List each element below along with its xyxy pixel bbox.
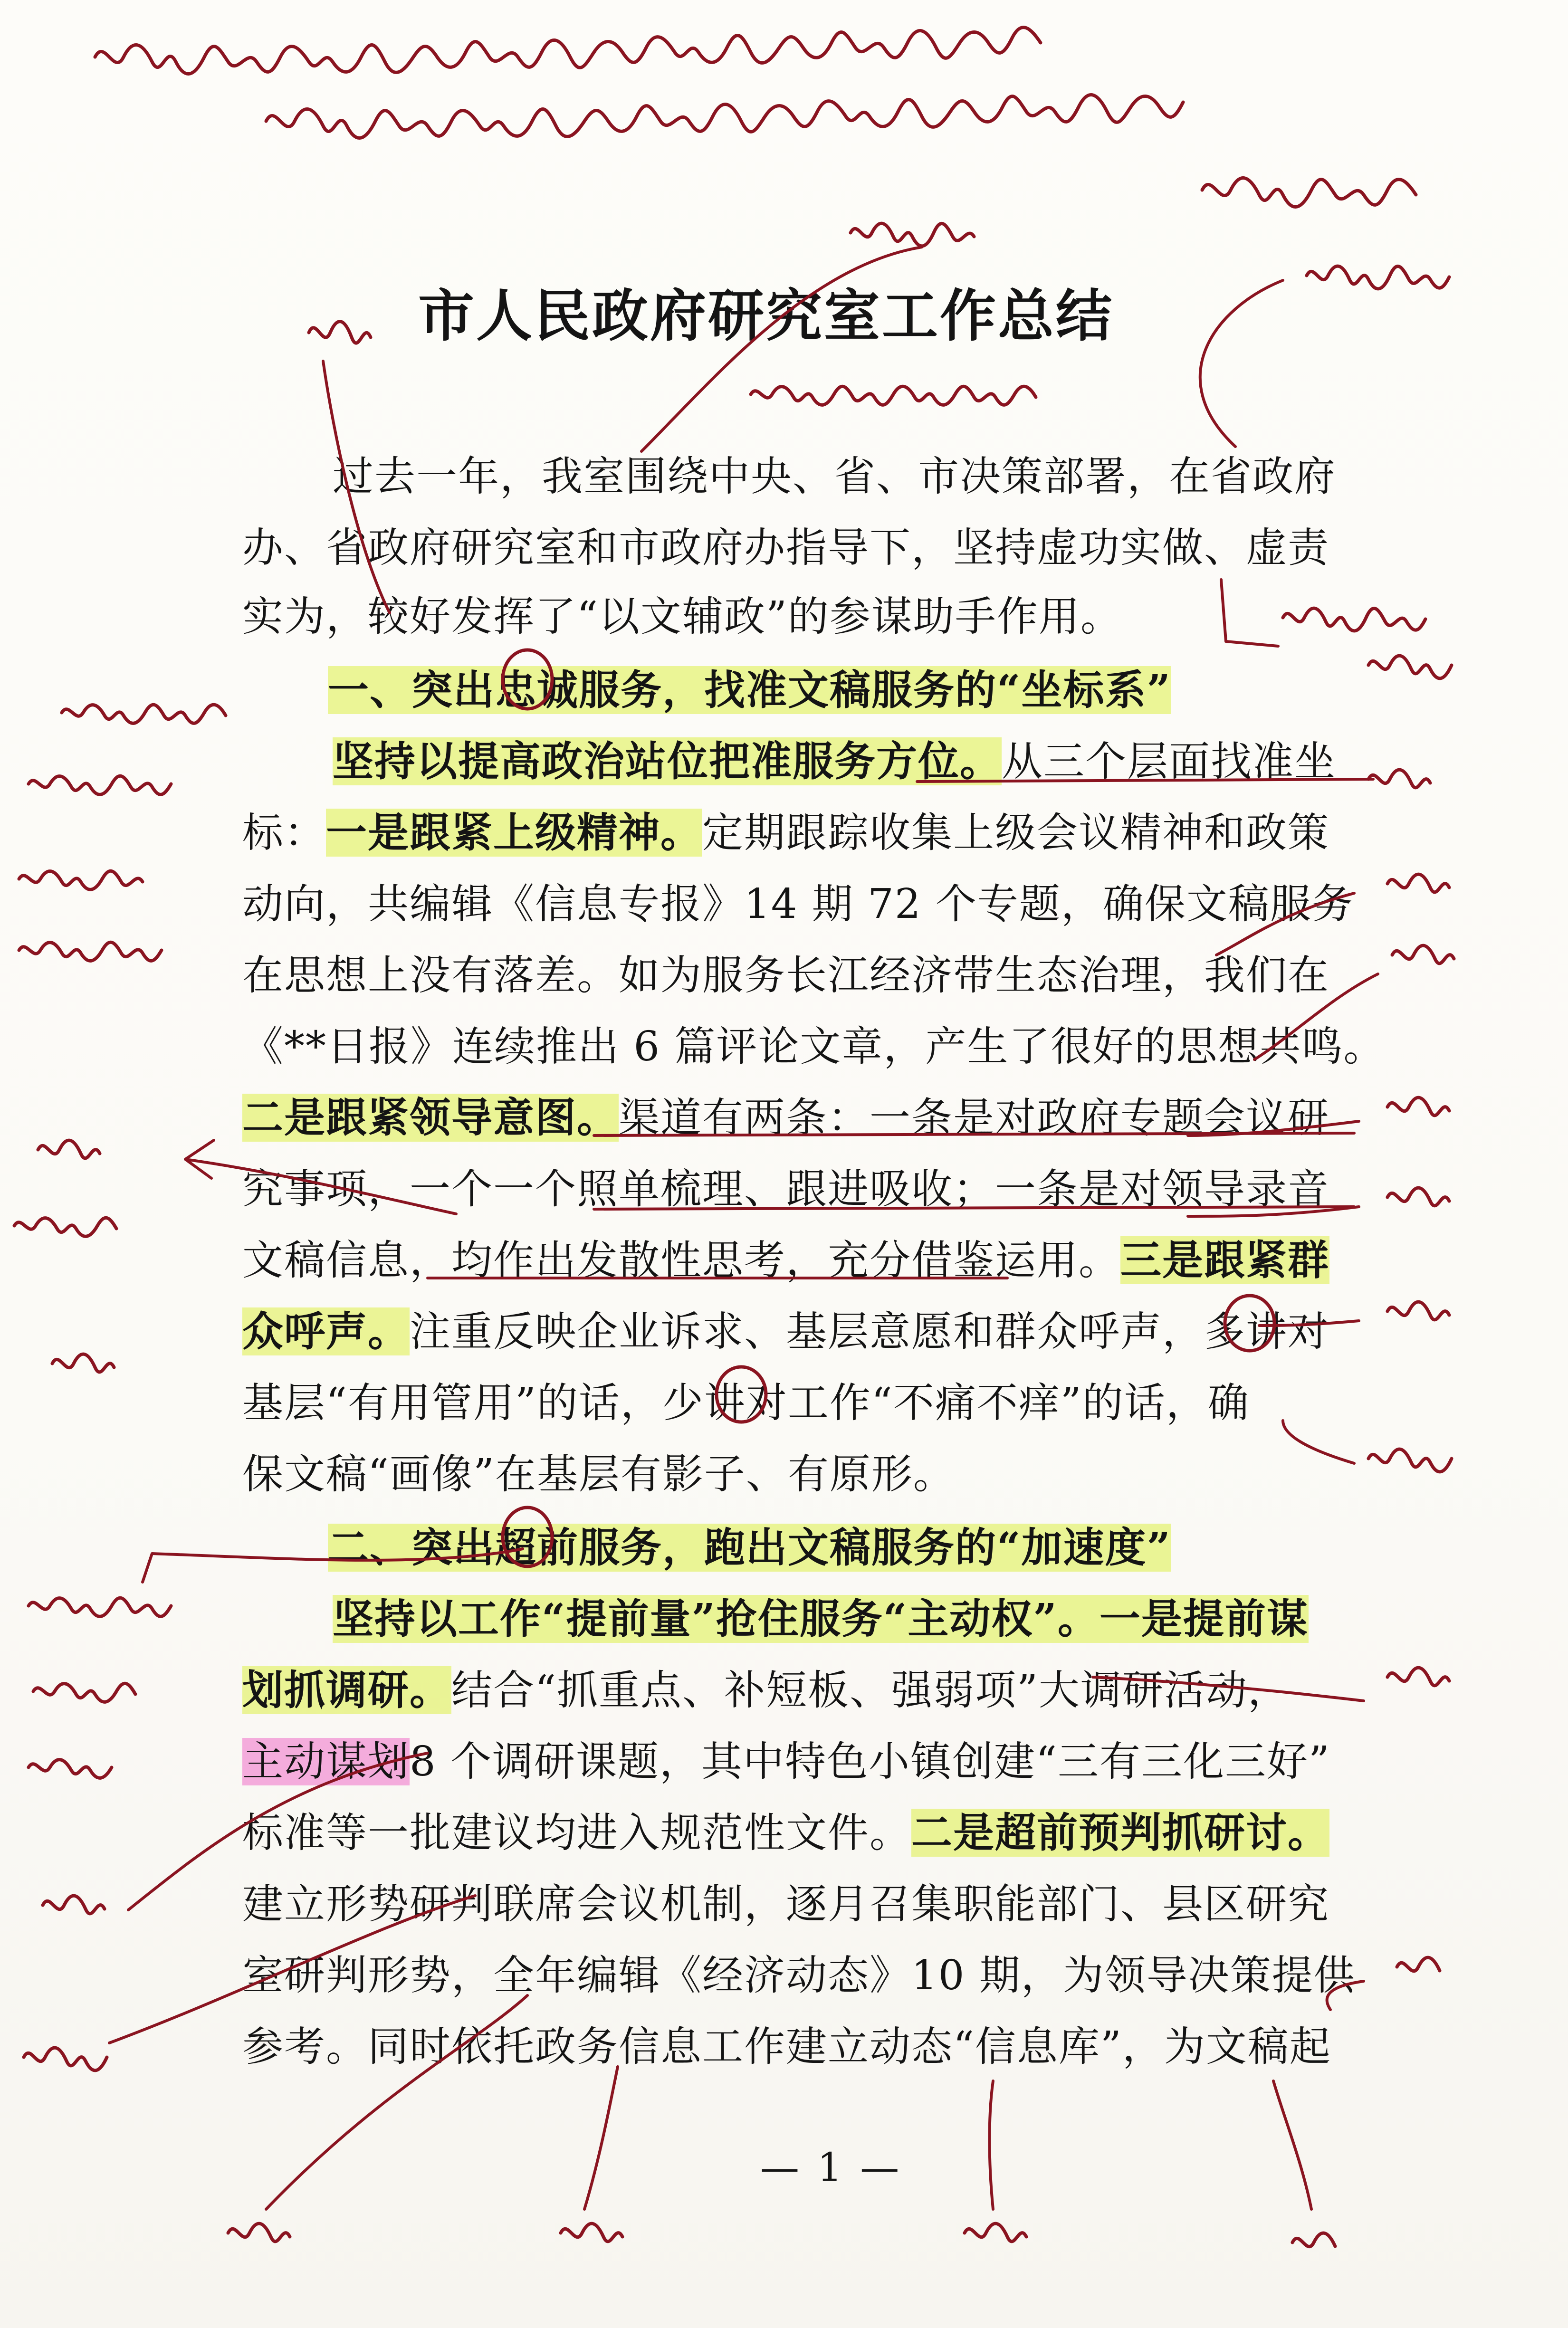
handwriting-怎么做: [1368, 770, 1430, 788]
body-line: [242, 1307, 1329, 1355]
handwriting-top-comment: [266, 95, 1183, 138]
handwriting-实际上从两个方面: [29, 1598, 171, 1616]
handwriting-效果: [1397, 1957, 1440, 1971]
handwriting-做什么: [965, 2223, 1026, 2242]
connector-line: [1273, 2081, 1311, 2209]
section-heading-2: [328, 1524, 1171, 1572]
body-line: 基层“有用管用”的话，少讲对工作“不痛不痒”的话，确: [242, 1379, 1250, 1427]
body-line: 建立形势研判联席会议机制，逐月召集职能部门、县区研究: [242, 1880, 1329, 1928]
body-line: [242, 1236, 1329, 1284]
handwriting-怎么做: [228, 2223, 290, 2242]
connector-line: [1200, 280, 1283, 447]
body-line: 办、省政府研究室和市政府办指导下，坚持虚功实做、虚责: [242, 524, 1329, 572]
body-line: [242, 1094, 1329, 1142]
body-text: 注重反映企业诉求、基层意愿和群众呼声，多讲对: [410, 1308, 1329, 1355]
handwriting-做什么: [52, 1354, 114, 1372]
handwriting-做什么: [1387, 1668, 1449, 1686]
body-line: 保文稿“画像”在基层有影子、有原形。: [242, 1450, 955, 1498]
body-text: 标：: [242, 809, 326, 857]
connector-line: [990, 2081, 994, 2209]
body-text: 8 个调研课题，其中特色小镇创建“三有三化三好”: [410, 1738, 1330, 1785]
handwriting-小标题点明关键词: [62, 705, 226, 723]
body-line: 在思想上没有落差。如为服务长江经济带生态治理，我们在: [242, 952, 1329, 999]
body-line: [242, 1666, 1290, 1714]
handwriting-体现自身定位: [1283, 608, 1425, 631]
key-point: 三是跟紧群: [1120, 1236, 1329, 1284]
body-text: 标准等一批建议均进入规范性文件。: [242, 1809, 911, 1857]
body-text: 结合“抓重点、补短板、强弱项”大调研活动，: [451, 1667, 1290, 1714]
section-heading-1-text: 一、突出忠诚服务，找准文稿服务的“坐标系”: [328, 666, 1171, 714]
key-sentence: 坚持以提高政治站位把准服务方位。: [333, 737, 1002, 785]
handwriting-调研开展: [33, 1683, 135, 1702]
handwriting-做什么: [1387, 874, 1449, 892]
handwriting-怎么做: [38, 1140, 100, 1158]
connector-line: [1221, 580, 1278, 646]
key-point: 划抓调研。: [242, 1666, 451, 1714]
pink-highlight: 主动谋划: [242, 1738, 410, 1785]
body-text: 文稿信息，均作出发散性思考，充分借鉴运用。: [242, 1237, 1120, 1284]
handwriting-达到什么效果: [1392, 945, 1454, 964]
handwriting-也表达了效果: [14, 1218, 116, 1236]
handwriting-top-comment: [95, 28, 1041, 74]
handwriting-要求围绕政: [19, 871, 143, 889]
key-point: 众呼声。: [242, 1307, 410, 1355]
body-line: [242, 1809, 1329, 1857]
body-line: 实为，较好发挥了“以文辅政”的参谋助手作用。: [242, 593, 1122, 640]
body-line: 过去一年，我室围绕中央、省、市决策部署，在省政府: [333, 453, 1336, 500]
section-heading-2-text: 二、突出超前服务，跑出文稿服务的“加速度”: [328, 1524, 1171, 1572]
handwriting-成效: [309, 322, 371, 343]
handwriting-效果: [1292, 2233, 1335, 2247]
handwriting-职责特点: [1368, 656, 1452, 678]
page-number: — 1 —: [760, 2145, 902, 2190]
handwriting-政治意识: [851, 223, 974, 246]
connector-line: [1283, 1421, 1354, 1463]
key-point: 二是超前预判抓研讨。: [911, 1809, 1329, 1857]
handwriting-专门单位: [751, 386, 1036, 405]
body-line: 室研判形势，全年编辑《经济动态》10 期，为领导决策提供: [242, 1952, 1356, 1999]
key-point: 一是提前谋: [1099, 1595, 1309, 1643]
body-line: [333, 1595, 1309, 1643]
body-line: 《**日报》连续推出 6 篇评论文章，产生了很好的思想共鸣。: [242, 1023, 1386, 1070]
key-point: 一是跟紧上级精神。: [326, 809, 702, 857]
section-heading-1: [328, 666, 1171, 714]
body-line: 究事项，一个一个照单梳理、跟进吸收；一条是对领导录音: [242, 1165, 1329, 1213]
key-point: 二是跟紧领导意图。: [242, 1094, 619, 1142]
connector-line: [584, 2067, 618, 2209]
handwriting-做什么: [1387, 1097, 1449, 1116]
handwriting-做什么: [561, 2223, 622, 2242]
body-line: [333, 737, 1336, 785]
body-text: 定期跟踪收集上级会议精神和政策: [702, 809, 1329, 857]
handwriting-府工作大局来写: [19, 942, 162, 961]
handwriting-怎么做: [1387, 1302, 1449, 1320]
handwriting-个层面展开: [29, 1760, 112, 1778]
body-line: [242, 1738, 1330, 1785]
body-line: 动向，共编辑《信息专报》14 期 72 个专题，确保文稿服务: [242, 880, 1354, 928]
handwriting-什么效果: [24, 2048, 107, 2070]
handwriting-也是工作的首要: [29, 776, 171, 794]
handwriting-怎么做: [43, 1896, 105, 1914]
body-line: 参考。同时依托政务信息工作建立动态“信息库”，为文稿起: [242, 2023, 1331, 2070]
handwriting-做什么: [1387, 1188, 1449, 1206]
handwriting-什么效果: [1368, 1449, 1452, 1472]
handwriting-大局意识: [1307, 266, 1449, 289]
key-sentence: 坚持以工作“提前量”抢住服务“主动权”。: [333, 1595, 1100, 1643]
handwriting-top-comment: [1202, 178, 1416, 207]
body-text: 从三个层面找准坐: [1002, 738, 1336, 785]
body-line: [242, 809, 1329, 857]
body-text: 渠道有两条：一条是对政府专题会议研: [619, 1094, 1329, 1142]
document-title: 市人民政府研究室工作总结: [418, 283, 1114, 349]
